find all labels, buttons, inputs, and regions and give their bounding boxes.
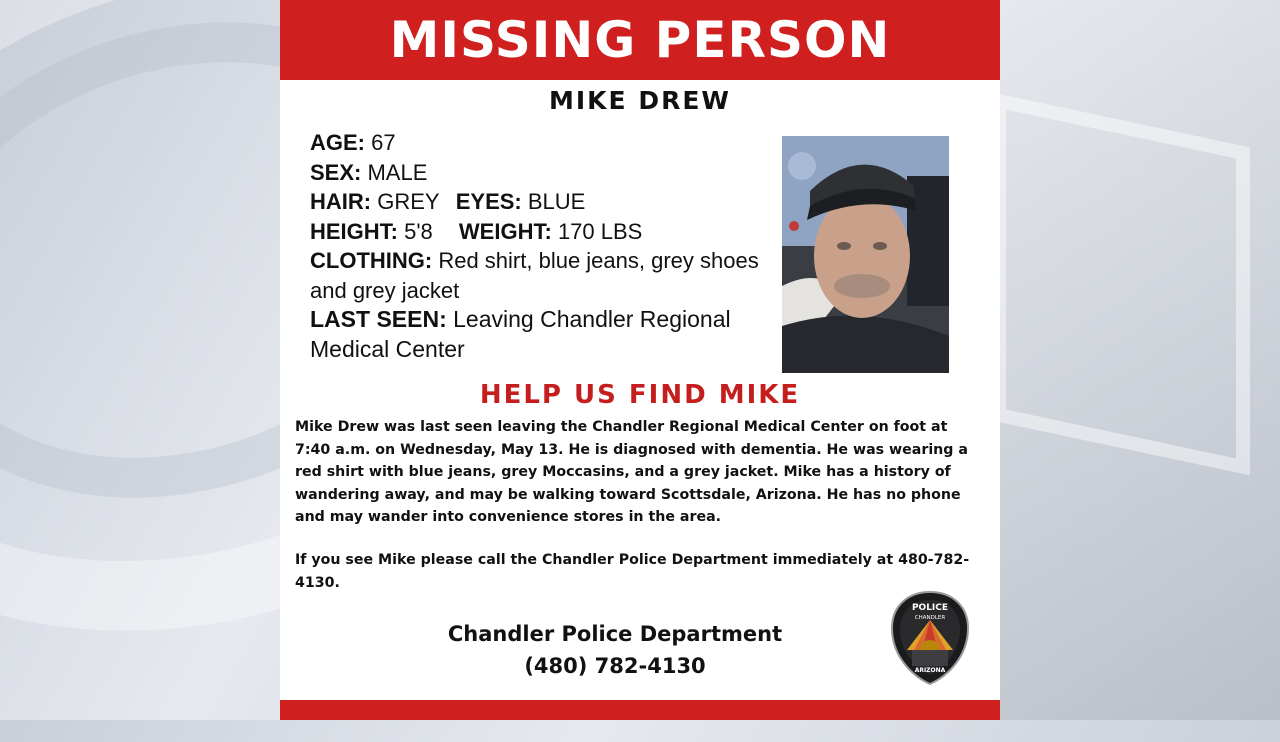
person-name: MIKE DREW <box>549 86 731 115</box>
help-paragraph-2: If you see Mike please call the Chandler Police Department immediately at 480-782-4130. <box>295 552 970 591</box>
hair-label: HAIR: <box>310 189 372 214</box>
police-badge-logo <box>890 590 970 686</box>
age-row <box>310 128 770 158</box>
clothing-value: Red shirt, blue jeans, grey shoes and grey jacket <box>310 248 759 303</box>
department-phone: (480) 782-4130 <box>524 654 706 678</box>
background-frame-shape <box>992 93 1250 476</box>
hair-value: GREY <box>377 189 440 214</box>
hair-eyes-row <box>310 187 770 217</box>
weight-label: WEIGHT: <box>458 218 552 244</box>
clothing-row <box>310 246 770 305</box>
missing-person-flyer <box>280 0 1000 720</box>
help-paragraph-1: Mike Drew was last seen leaving the Chandler Regional Medical Center on foot at 7:40 a.m. on Wednesday, May 13. He is diagnosed with dementia. He was wearing a red shirt with blue jeans, grey Moccasins, and a grey jacket. Mike has a history of wandering away, and may be walking toward Scottsdale, Arizona. He has no phone and may wander into convenience stores in the area. <box>295 419 968 525</box>
person-photo-illustration <box>782 136 949 373</box>
person-photo <box>782 136 949 373</box>
sex-label: SEX: <box>310 159 362 185</box>
person-details <box>310 128 770 364</box>
clothing-label: CLOTHING: <box>310 248 433 273</box>
department-contact <box>400 618 830 682</box>
flyer-bottom-bar <box>280 700 1000 720</box>
age-label: AGE: <box>310 130 365 155</box>
badge-city-text: CHANDLER <box>914 615 946 621</box>
last-seen-label: LAST SEEN: <box>310 306 447 332</box>
last-seen-value: Leaving Chandler Regional Medical Center <box>310 306 731 362</box>
flyer-banner <box>280 0 1000 80</box>
height-weight-row <box>310 217 770 247</box>
height-value: 5'8 <box>404 218 433 244</box>
flyer-title: MISSING PERSON <box>389 11 891 69</box>
badge-police-text: POLICE <box>911 603 949 613</box>
department-name: Chandler Police Department <box>447 622 783 646</box>
last-seen-row <box>310 305 770 364</box>
eyes-label: EYES: <box>455 189 522 214</box>
eyes-value: BLUE <box>527 189 586 214</box>
help-heading: HELP US FIND MIKE <box>479 380 801 410</box>
weight-value: 170 LBS <box>557 218 643 244</box>
badge-state-text: ARIZONA <box>914 667 946 674</box>
sex-value: MALE <box>367 159 428 185</box>
height-label: HEIGHT: <box>310 218 398 244</box>
age-value: 67 <box>371 130 396 155</box>
sex-row <box>310 158 770 188</box>
